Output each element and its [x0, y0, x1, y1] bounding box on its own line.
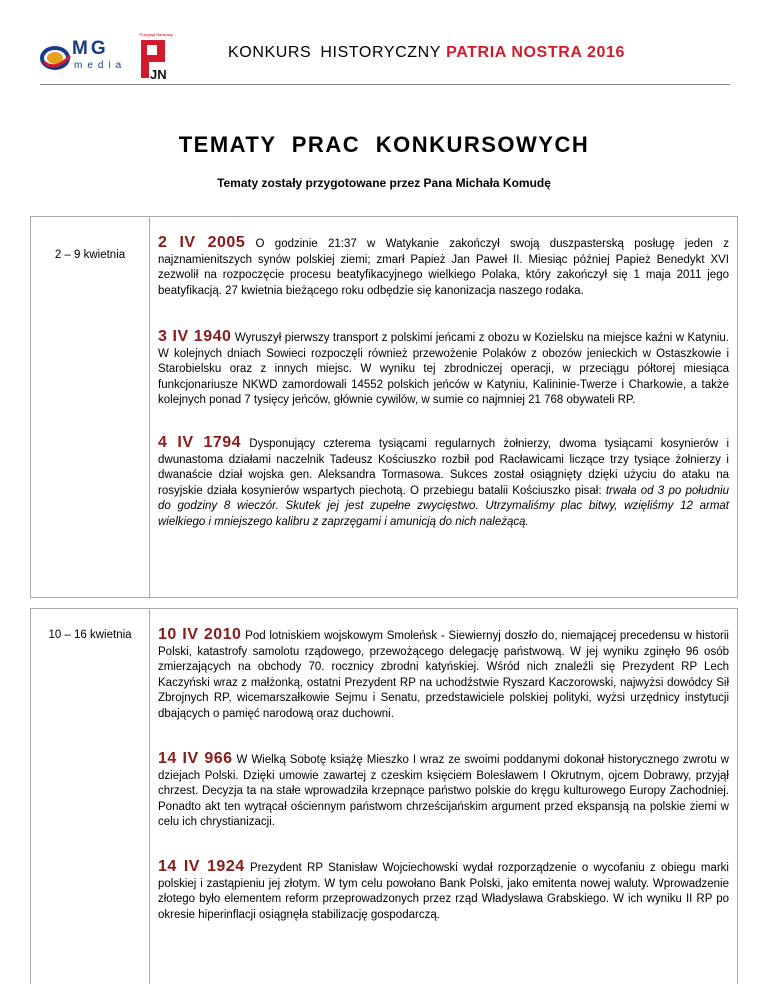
mg-logo-text: MG [72, 38, 109, 59]
mg-swirl-icon [40, 36, 74, 76]
topic-entry [158, 435, 729, 531]
pjn-logo-text: JN [150, 67, 167, 82]
date-range-cell: 2 – 9 kwietnia [54, 249, 126, 261]
topic-text: Prezydent RP Stanisław Wojciechowski wydał rozporządzenie o wycofaniu z obiegu marki polskiej i zastąpieniu jej złotym. W tym celu powołano Bank Polski, jako emitenta nowej waluty. Wprowadzenie złotego było elementem reform przeprowadzonych przez rząd Władysława Grabskiego. W ich wyniku II RP po okresie hiperinflacji osiągnęła stabilizację gospodarczą. [158, 862, 729, 921]
topics-table-section-1 [30, 216, 738, 598]
topic-date: 4 IV 1794 [158, 434, 242, 451]
topic-entry [158, 859, 729, 923]
topic-entry [158, 235, 729, 299]
topic-entry [158, 751, 729, 831]
topic-text: W Wielką Sobotę książę Mieszko I wraz ze swoimi poddanymi dokonał historycznego zwrotu w dziejach Polski. Dzięki umowie zawartej z czeskim księciem Bolesławem I Okrutnym, ojcem Dobrawy, przyjął chrzest. Decyzja ta na stałe wprowadziła krzepnące państwo polskie do kręgu kulturowego Europy Zachodniej. Ponadto akt ten wytrącał ościennym państwom chrześcijańskim argument przed ekspansją na polskie ziemi w celu ich chrystianizacji. [158, 754, 729, 829]
date-range-cell: 10 – 16 kwietnia [48, 629, 132, 641]
pjn-small-text: Przegląd Naukowy [139, 32, 173, 37]
topic-text: Pod lotniskiem wojskowym Smoleńsk - Siewiernyj doszło do, niemającej precedensu w historii Polski, katastrofy samolotu rządowego, przewożącego delegację państwową. W jej wyniku zginęło 96 osób zmierzających na obchody 70. rocznicy zbrodni katyńskiej. Wśród nich znaleźli się Prezydent RP Lech Kaczyński wraz z małżonką, ostatni Prezydent RP na uchodźstwie Ryszard Kaczorowski, najwyżsi dowódcy Sił Zbrojnych RP, wicemarszałkowie Sejmu i Senatu, przedstawiciele polskiej polityki, wyżsi urzędnicy instytucji dbających o pamięć narodową oraz duchowni. [158, 630, 729, 720]
column-divider [149, 609, 150, 984]
column-divider [149, 217, 150, 597]
topic-text: O godzinie 21:37 w Watykanie zakończył swoją duszpasterską posługę jeden z najznamienitszych synów polskiej ziemi; zmarł Papież Jan Paweł II. Miesiąc później Papież Benedykt XVI zezwolił na rozpoczęcie procesu beatyfikacyjnego wielkiego Polaka, który zakończył się 1 maja 2011 jego beatyfikacją. 27 kwietnia bieżącego roku odbędzie się kanonizacja naszego rodaka. [158, 238, 729, 297]
header-title [228, 44, 625, 62]
page-subtitle: Tematy zostały przygotowane przez Pana Michała Komudę [217, 176, 551, 190]
topic-entry [158, 627, 729, 723]
topic-quote: trwała od 3 po południu do godziny 8 wieczór. Skutek jej jest zupełne zwycięstwo. Utrzymaliśmy plac bitwy, wzięliśmy 12 armat wielkiego i mniejszego kalibru z zaprzęgami i amunicją do nich należącą. [158, 484, 729, 528]
header-title-prefix: KONKURS HISTORYCZNY [228, 44, 442, 61]
pjn-logo [136, 32, 176, 80]
header-title-highlight: PATRIA NOSTRA 2016 [446, 44, 625, 61]
topic-date: 14 IV 1924 [158, 858, 245, 875]
topic-date: 14 IV 966 [158, 750, 233, 767]
topic-text: Wyruszył pierwszy transport z polskimi jeńcami z obozu w Kozielsku na miejsce kaźni w Katyniu. W kolejnych dniach Sowieci rozpoczęli również przewożenie Polaków z obozów jenieckich w Ostaszkowie i Starobielsku oraz z innych miejsc. W wyniku tej zbrodniczej operacji, w przeciągu półtorej miesiąca funkcjonariusze NKWD zamordowali 14552 polskich jeńców w Katyniu, Kalininie-Twerze i Charkowie, a także kolejnych ponad 7 tysięcy jeńców, głównie cywilów, w sumie co najmniej 21 768 obywateli RP. [158, 332, 730, 407]
topic-date: 10 IV 2010 [158, 626, 242, 643]
header-divider [40, 84, 730, 85]
topic-entry [158, 329, 729, 409]
topics-table-section-2 [30, 608, 738, 984]
header [40, 30, 730, 86]
media-logo-text: media [74, 60, 127, 71]
topic-text: Dysponujący czterema tysiącami regularnych żołnierzy, dwoma tysiącami kosynierów i dwunastoma działami naczelnik Tadeusz Kościuszko rozbił pod Racławicami liczące trzy tysiące żołnierzy i dwanaście dział wojska gen. Aleksandra Tormasowa. Sukces został osiągnięty dzięki użyciu do ataku na rosyjskie działa kosynierów wspartych piechotą. O przebiegu batalii Kościuszko pisał: [158, 438, 730, 497]
mg-media-logo [40, 36, 130, 76]
topic-date: 3 IV 1940 [158, 328, 232, 345]
topic-date: 2 IV 2005 [158, 234, 246, 251]
page-title: TEMATY PRAC KONKURSOWYCH [178, 132, 590, 157]
